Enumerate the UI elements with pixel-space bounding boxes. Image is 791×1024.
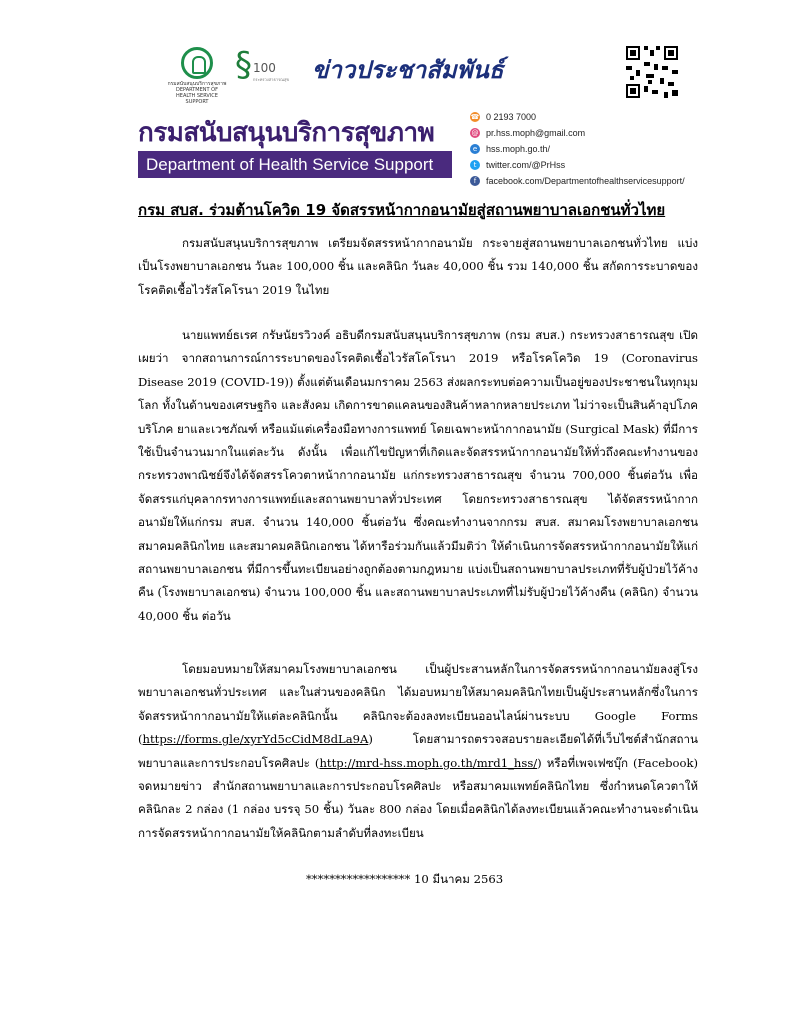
anniversary-logo: [235, 47, 295, 87]
paragraph-2-text: นายแพทย์ธเรศ กรัษนัยรวิวงค์ อธิบดีกรมสนับสนุนบริการสุขภาพ (กรม สบส.) กระทรวงสาธารณสุข เปิดเผยว่า จากสถานการณ์การระบาดของโรคติดเชื้อไวรัสโคโรนา 2019 หรือโรคโควิด 19 (Coronavirus Disease 2019 (COVID-19)) ตั้งแต่ต้นเดือนมกราคม 2563 ส่งผลกระทบต่อความเป็นอยู่ของประชาชนในทุกมุมโลก ทั้งในด้านของเศรษฐกิจ และสังคม เกิดการขาดแคลนของสินค้าหลากหลายประเภท ไม่ว่าจะเป็นสินค้าอุปโภค บริโภค ยาและเวชภัณฑ์ หรือแม้แต่เครื่องมือทางการแพทย์ โดยเฉพาะหน้ากากอนามัย (Surgical Mask) ที่มีการใช้เป็นจำนวนมากในแต่ละวัน ดังนั้น เพื่อแก้ไขปัญหาที่เกิดและจัดสรรหน้ากากอนามัยให้ทั่วถึงคณะทำงานของกระทรวงพาณิชย์จึงได้จัดสรรโควตาหน้ากากอนามัย แก่กระทรวงสาธารณสุข จำนวน 700,000 ชิ้นต่อวัน เพื่อจัดสรรแก่บุคลากรทางการแพทย์และสถานพยาบาลทั่วประเทศ โดยกระทรวงสาธารณสุข ได้จัดสรรหน้ากากอนามัยให้แก่กรม สบส. จำนวน 140,000 ชิ้นต่อวัน ซึ่งคณะทำงานจากกรม สบส. สมาคมโรงพยาบาลเอกชน สมาคมคลินิกไทย และสมาคมคลินิกเอกชน ได้หารือร่วมกันแล้วมีมติว่า ให้ดำเนินการจัดสรรหน้ากากอนามัยให้แก่สถานพยาบาลเอกชน ที่มีการขึ้นทะเบียนอย่างถูกต้องตามกฎหมาย แบ่งเป็นสถานพยาบาลประเภทที่รับผู้ป่วยไว้ค้างคืน (โรงพยาบาลเอกชน) จำนวน 100,000 ชิ้น และสถานพยาบาลประเภทที่ไม่รับผู้ป่วยไว้ค้างคืน (คลินิก) จำนวน 40,000 ชิ้น ต่อวัน: [138, 328, 698, 623]
department-english-name: Department of Health Service Support: [146, 155, 434, 174]
contact-phone-text: 0 2193 7000: [486, 112, 537, 122]
paragraph-3-text: [138, 658, 698, 845]
google-forms-link[interactable]: https://forms.gle/xyrYd5cCidM8dLa9A: [142, 732, 369, 747]
department-thai-name: กรมสนับสนุนบริการสุขภาพ: [138, 118, 435, 148]
ministry-logo: [166, 47, 228, 105]
contact-facebook-text[interactable]: facebook.com/Departmentofhealthservicesupport/: [486, 176, 685, 186]
paragraph-3-part-b: ) โดยสามารถตรวจสอบรายละเอียดได้ที่เว็บไซต์สำนักสถานพยาบาลและการประกอบโรคศิลปะ (: [138, 732, 698, 770]
contact-website-text[interactable]: hss.moph.go.th/: [486, 144, 551, 154]
paragraph-3: [138, 658, 698, 845]
paragraph-1-text: กรมสนับสนุนบริการสุขภาพ เตรียมจัดสรรหน้ากากอนามัย กระจายสู่สถานพยาบาลเอกชนทั่วไทย แบ่งเป็นโรงพยาบาลเอกชน วันละ 100,000 ชิ้น และคลินิก วันละ 40,000 ชิ้น รวม 140,000 ชิ้น สกัดการระบาดของโรคติดเชื้อไวรัสโคโรนา 2019 ในไทย: [138, 236, 698, 297]
contact-twitter-text[interactable]: twitter.com/@PrHss: [486, 160, 566, 170]
contact-email-text[interactable]: pr.hss.moph@gmail.com: [486, 128, 586, 138]
news-title: ข่าวประชาสัมพันธ์: [312, 56, 504, 84]
email-icon: @: [471, 129, 479, 137]
ministry-logo-caption: กรมสนับสนุนบริการสุขภาพ DEPARTMENT OF HEALTH SERVICE SUPPORT: [167, 81, 227, 105]
ministry-emblem-icon: [181, 47, 213, 79]
anniversary-number: 100: [253, 61, 276, 75]
paragraph-3-part-c: ) หรือที่เพจเฟซบุ๊ก (Facebook) จดหมายข่าว สำนักสถานพยาบาลและการประกอบโรคศิลปะ หรือสมาคมแพทย์คลินิกไทย ซึ่งกำหนดโควตาให้คลินิกละ 2 กล่อง (1 กล่อง บรรจุ 50 ชิ้น) วันละ 800 กล่อง โดยเมื่อคลินิกได้ลงทะเบียนแล้วคณะทำงานจะดำเนินการจัดสรรหน้ากากอนามัยให้คลินิกตามลำดับที่ลงทะเบียน: [138, 755, 699, 840]
facebook-icon: f: [470, 176, 480, 186]
qr-code-icon: [624, 44, 680, 100]
headline: กรม สบส. ร่วมต้านโควิด 19 จัดสรรหน้ากากอนามัยสู่สถานพยาบาลเอกชนทั่วไทย: [138, 201, 666, 219]
paragraph-3-part-a: โดยมอบหมายให้สมาคมโรงพยาบาลเอกชน เป็นผู้ประสานหลักในการจัดสรรหน้ากากอนามัยลงสู่โรงพยาบาลเอกชนทั่วประเทศ และในส่วนของคลินิก ได้มอบหมายให้สมาคมคลินิกไทยเป็นผู้ประสานหลักซึ่งในการจัดสรรหน้ากากอนามัยให้แต่ละคลินิกนั้น คลินิกจะต้องลงทะเบียนออนไลน์ผ่านระบบ Google Forms (: [138, 662, 698, 747]
mrd-website-link[interactable]: http://mrd-hss.moph.go.th/mrd1_hss/: [319, 755, 538, 770]
web-icon: e: [470, 144, 480, 154]
phone-icon: ☎: [470, 113, 480, 121]
twitter-icon: t: [470, 160, 480, 170]
anniversary-caption: กระทรวงสาธารณสุข: [253, 77, 290, 82]
dateline: ****************** 10 มีนาคม 2563: [306, 872, 504, 886]
paragraph-2: [138, 324, 698, 628]
caduceus-icon: §: [235, 45, 252, 85]
paragraph-1: [138, 232, 698, 302]
